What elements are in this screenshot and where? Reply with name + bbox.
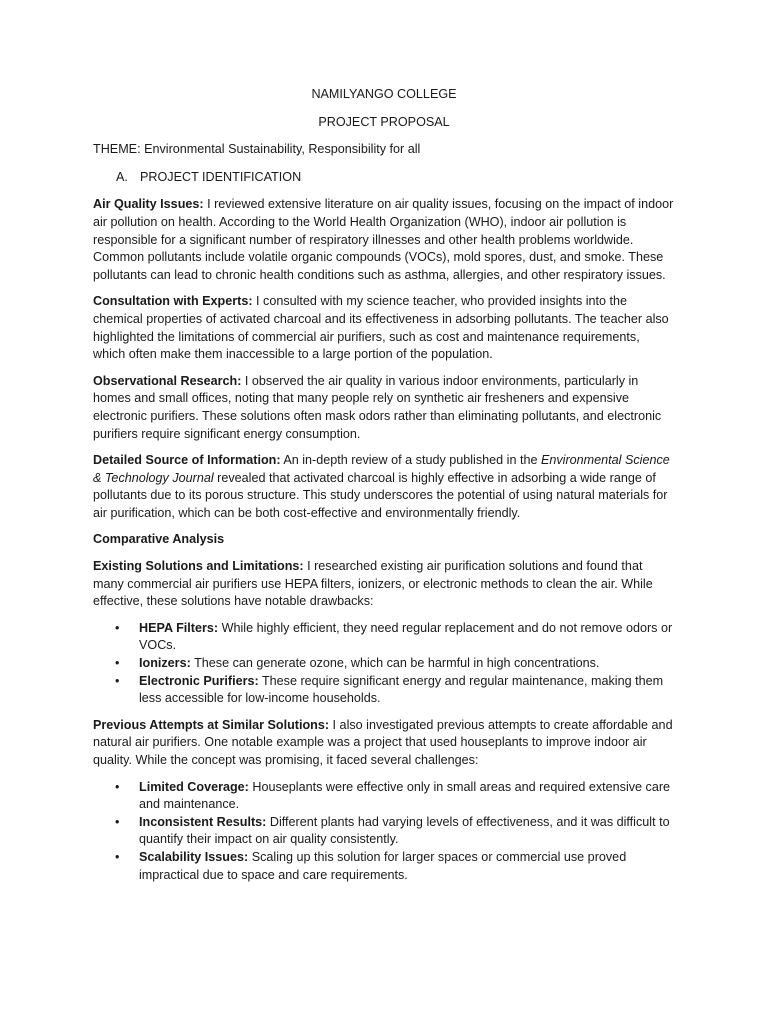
- text-existing-solutions: I researched existing air purification solutions and found that many commercial air purifiers use HEPA filters, ionizers, or electronic methods to clean the air. While effective, these solutions have notable drawbacks:: [93, 559, 653, 609]
- paragraph-observational: [93, 373, 675, 443]
- paragraph-existing-solutions: [93, 558, 675, 611]
- text-air-quality: I reviewed extensive literature on air quality issues, focusing on the impact of indoor air pollution on health. According to the World Health Organization (WHO), indoor air pollution is responsible for a significant number of respiratory illnesses and other health problems worldwide. Common pollutants include volatile organic compounds (VOCs), mold spores, dust, and smoke. These pollutants can lead to chronic health conditions such as asthma, allergies, and other respiratory issues.: [93, 197, 674, 282]
- bullet-marker: •: [115, 849, 120, 864]
- journal-name: Environmental Science & Technology Journal: [93, 453, 670, 485]
- bullet-marker: •: [115, 620, 120, 635]
- bullet-marker: •: [115, 673, 120, 688]
- list-item: [93, 620, 675, 655]
- list-item-lead: HEPA Filters:: [139, 620, 219, 635]
- list-item-text: These require significant energy and regular maintenance, making them less accessible for low-income households.: [139, 673, 664, 706]
- list-item-lead: Scalability Issues:: [139, 849, 249, 864]
- text-detailed-source-before: An in-depth review of a study published in the: [280, 453, 541, 468]
- lead-air-quality: Air Quality Issues:: [93, 197, 204, 212]
- bullet-marker: •: [115, 814, 120, 829]
- list-item: [93, 849, 675, 884]
- lead-existing-solutions: Existing Solutions and Limitations:: [93, 559, 304, 574]
- section-heading: [93, 169, 675, 187]
- lead-previous-attempts: Previous Attempts at Similar Solutions:: [93, 717, 330, 732]
- list-item-text: These can generate ozone, which can be harmful in high concentrations.: [190, 656, 600, 671]
- list-item-lead: Ionizers:: [139, 656, 191, 671]
- list-item-text: Different plants had varying levels of effectiveness, and it was difficult to quantify their impact on air quality consistently.: [139, 814, 670, 847]
- text-detailed-source-after: revealed that activated charcoal is highly effective in adsorbing a wide range of pollutants due to its porous structure. This study underscores the potential of using natural materials for air purification, which can be both cost-effective and environmentally friendly.: [93, 470, 668, 520]
- existing-solutions-list: [93, 620, 675, 708]
- lead-observational: Observational Research:: [93, 373, 242, 388]
- list-item-lead: Limited Coverage:: [139, 779, 249, 794]
- paragraph-previous-attempts: [93, 717, 675, 770]
- section-title: PROJECT IDENTIFICATION: [140, 169, 302, 184]
- text-consultation: I consulted with my science teacher, who provided insights into the chemical properties of activated charcoal and its effectiveness in adsorbing pollutants. The teacher also highlighted the limitations of commercial air purifiers, such as cost and maintenance requirements, which often make them inaccessible to a large portion of the population.: [93, 294, 669, 362]
- text-previous-attempts: I also investigated previous attempts to create affordable and natural air purifiers. One notable example was a project that used houseplants to improve indoor air quality. While the concept was promising, it faced several challenges:: [93, 717, 673, 767]
- paragraph-detailed-source: [93, 452, 675, 522]
- text-observational: I observed the air quality in various indoor environments, particularly in homes and small offices, noting that many people rely on synthetic air fresheners and expensive electronic purifiers. These solutions often mask odors rather than eliminating pollutants, and electronic purifiers require significant energy consumption.: [93, 373, 662, 441]
- comparative-analysis-heading: Comparative Analysis: [93, 532, 225, 547]
- school-name: NAMILYANGO COLLEGE: [311, 87, 457, 101]
- list-item-text: While highly efficient, they need regular replacement and do not remove odors or VOCs.: [139, 620, 673, 653]
- list-item: [93, 814, 675, 849]
- list-item: [93, 673, 675, 708]
- list-item-text: Houseplants were effective only in small areas and required extensive care and maintenance.: [139, 779, 671, 812]
- paragraph-consultation: [93, 293, 675, 363]
- paragraph-air-quality: [93, 196, 675, 284]
- bullet-marker: •: [115, 656, 120, 671]
- lead-consultation: Consultation with Experts:: [93, 294, 253, 309]
- document-type: PROJECT PROPOSAL: [318, 114, 450, 129]
- section-number: A.: [116, 169, 128, 184]
- bullet-marker: •: [115, 779, 120, 794]
- list-item-lead: Inconsistent Results:: [139, 814, 267, 829]
- lead-detailed-source: Detailed Source of Information:: [93, 453, 281, 468]
- theme-line: THEME: Environmental Sustainability, Responsibility for all: [93, 142, 421, 157]
- list-item-lead: Electronic Purifiers:: [139, 673, 259, 688]
- list-item: [93, 779, 675, 814]
- list-item: [93, 655, 675, 673]
- previous-attempts-list: [93, 779, 675, 885]
- list-item-text: Scaling up this solution for larger spaces or commercial use proved impractical due to space and care requirements.: [139, 849, 627, 882]
